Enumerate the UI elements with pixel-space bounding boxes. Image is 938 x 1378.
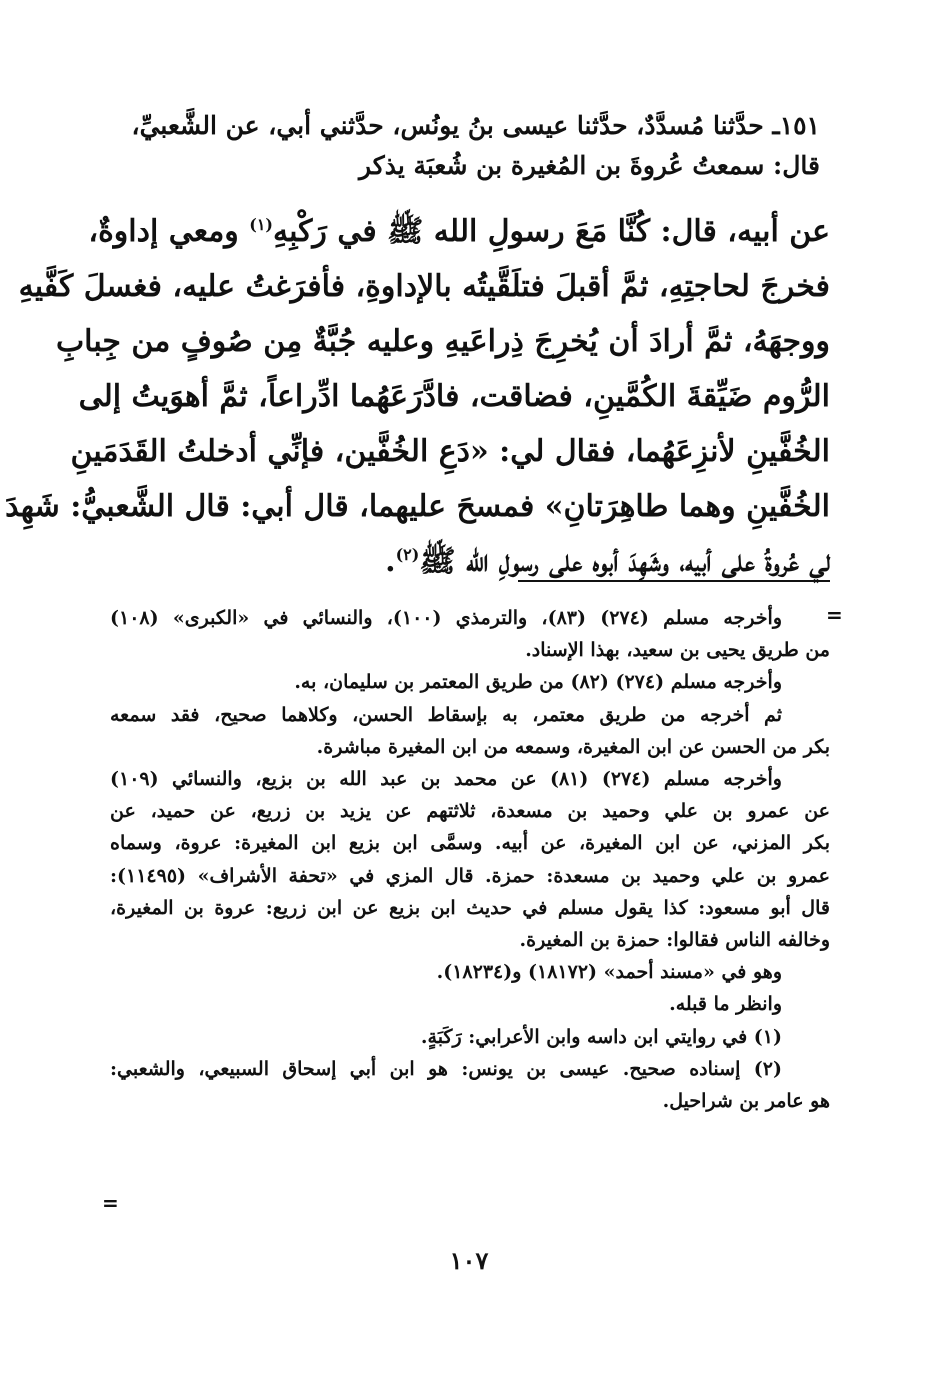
page-number: ١٠٧: [449, 1246, 489, 1275]
matn-line-1-text: عن أبيه، قال: كُنَّا مَعَ رسولِ الله ﷺ في رَكْبِهِ: [272, 214, 830, 249]
footnote-line: وخالفه الناس فقالوا: حمزة بن المغيرة.: [519, 929, 830, 952]
footnote-line: هو عامر بن شراحيل.: [662, 1090, 830, 1113]
hadith-isnad: [110, 106, 820, 186]
matn-line-1-tail: ومعي إداوةٌ،: [88, 214, 250, 249]
hadith-matn: [5, 204, 830, 589]
footnote-line: من طريق يحيى بن سعيد، بهذا الإسناد.: [525, 639, 830, 662]
footnote-line: وهو في «مسند أحمد» (١٨١٧٢) و(١٨٢٣٤).: [436, 961, 782, 984]
footnote-divider: [518, 580, 830, 582]
matn-line-5: الخُفَّينِ لأنزِعَهُما، فقال لي: «دَعِ الخُفَّين، فإنِّي أدخلتُ القَدَمَينِ: [70, 434, 830, 469]
footnote-line: ثم أخرجه من طريق معتمر، به بإسقاط الحسن، وكلاهما صحيح، فقد سمعه: [110, 703, 782, 726]
matn-line-4: الرُّوم ضَيِّقةَ الكُمَّينِ، فضاقت، فادَّرَعَهُما ادِّراعاً، ثمَّ أهوَيتُ إلى: [78, 379, 830, 414]
footnote-line: بكر المزني، عن ابن المغيرة، عن أبيه. وسمَّى ابن بزيع ابن المغيرة: عروة، وسماه: [110, 832, 830, 855]
matn-line-7-text: لي عُروةُ على أبيه، وشَهِدَ أبوه على رسولِ الله ﷺ: [419, 544, 830, 579]
footnote-1: (١) في روايتي ابن داسه وابن الأعرابي: رَكَبَةٍ.: [420, 1025, 782, 1048]
isnad-line-2: قال: سمعتُ عُروةَ بن المُغيرة بن شُعبَة يذكر: [359, 151, 820, 180]
footnote-line: وأخرجه مسلم (٢٧٤) (٨٣)، والترمذي (١٠٠)، والنسائي في «الكبرى» (١٠٨): [110, 607, 782, 629]
footnote-line: وأخرجه مسلم (٢٧٤) (٨٢) من طريق المعتمر بن سليمان، به.: [294, 671, 782, 694]
footnote-line: وانظر ما قبله.: [669, 993, 782, 1016]
footnote-ref-1: (١): [249, 215, 273, 234]
footnote-line: قال أبو مسعود: كذا يقول مسلم في حديث ابن بزيع عن ابن زريع: عروة بن المغيرة،: [110, 896, 830, 919]
footnote-2: (٢) إسناده صحيح. عيسى بن يونس: هو ابن أبي إسحاق السبيعي، والشعبي:: [110, 1057, 782, 1080]
footnote-line: عمرو بن علي وحميد بن مسعدة: حمزة. قال المزي في «تحفة الأشراف» (١١٤٩٥):: [110, 864, 830, 887]
footnotes: [110, 602, 830, 1117]
matn-line-2: فخرجَ لحاجتِهِ، ثمَّ أقبلَ فتلَقَّيتُه بالإداوةِ، فأفرَغتُ عليه، فغسلَ كَفَّيهِ: [18, 269, 830, 304]
footnote-ref-2: (٢): [395, 545, 420, 564]
continuation-mark-top: =: [826, 603, 843, 627]
matn-line-3: ووجهَهُ، ثمَّ أرادَ أن يُخرِجَ ذِراعَيهِ وعليه جُبَّةٌ مِن صُوفٍ من جِبابِ: [55, 324, 830, 359]
continuation-mark-bottom: =: [102, 1191, 119, 1215]
matn-line-6: الخُفَّينِ وهما طاهِرَتانِ» فمسحَ عليهما، قال أبي: قال الشَّعبيُّ: شَهِدَ: [5, 489, 830, 524]
isnad-line-1: ١٥١ـ حدَّثنا مُسدَّدٌ، حدَّثنا عيسى بنُ يونُس، حدَّثني أبي، عن الشَّعبيِّ،: [131, 111, 820, 140]
matn-line-7-tail: .: [385, 544, 396, 579]
footnote-line: عن عمرو بن علي وحميد بن مسعدة، ثلاثتهم عن يزيد بن زريع، عن حميد، عن: [110, 800, 830, 823]
matn-line-1: [88, 204, 830, 259]
footnote-line: وأخرجه مسلم (٢٧٤) (٨١) عن محمد بن عبد الله بن بزيع، والنسائي (١٠٩): [110, 768, 782, 791]
footnote-line: بكر من الحسن عن ابن المغيرة، وسمعه من ابن المغيرة مباشرة.: [316, 735, 830, 758]
